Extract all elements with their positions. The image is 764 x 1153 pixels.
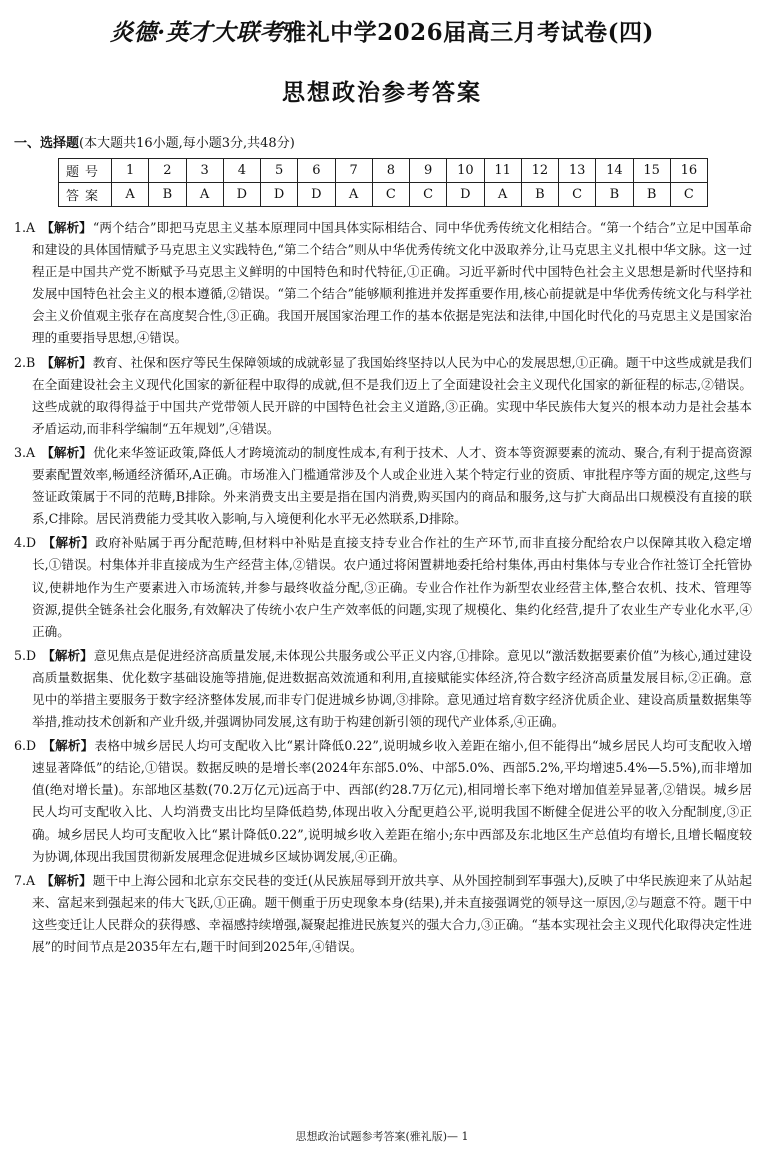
- question-number: 12: [521, 159, 558, 183]
- analysis-tag: 【解析】: [42, 738, 94, 754]
- answer-table: [58, 158, 708, 207]
- item-text: 表格中城乡居民人均可支配收入比“累计降低0.22”,说明城乡收入差距在缩小,但不能得出“城乡居民人均可支配收入增速显著降低”的结论,①错误。数据反映的是增长率(2024年东部5.0%、中部5.0%、西部5.2%,平均增速5.4%—5.5%),而非增加值(绝对增长量)。东部地区基数(70.2万亿元)远高于中、西部(约28.7万亿元),相同增长率下绝对增加值差异显著,②错误。城乡居民人均可支配收入比、人均消费支出比均呈降低趋势,体现出收入分配更趋公平,说明我国不断健全促进公平的收入分配制度,③正确。城乡居民人均可支配收入比“累计降低0.22”,说明城乡收入差距在缩小;东中西部及东北地区生产总值均有增长,且增长幅度较为协调,体现出我国贯彻新发展理念促进城乡区域协调发展,④正确。: [32, 738, 752, 864]
- item-text: 题干中上海公园和北京东交民巷的变迁(从民族屈辱到开放共享、从外国控制到军事强大),反映了中华民族迎来了从站起来、富起来到强起来的伟大飞跃,①正确。题干侧重于历史现象本身(结果),并未直接强调党的领导这一原因,②与题意不符。题干中这些变迁让人民群众的获得感、幸福感持续增强,凝聚起推进民族复兴的强大合力,③正确。“基本实现社会主义现代化取得决定性进展”的时间节点是2035年左右,题干时间到2025年,④错误。: [32, 872, 752, 954]
- question-number: 10: [447, 159, 484, 183]
- section-heading: [14, 132, 295, 151]
- item-text: 优化来华签证政策,降低人才跨境流动的制度性成本,有利于技术、人才、资本等资源要素的流动、聚合,有利于提高资源要素配置效率,畅通经济循环,A正确。市场准入门槛通常涉及个人或企业进入某个特定行业的资质、审批程序等方面的规定,这些与签证政策属于不同的范畴,B排除。外来消费支出主要是指在国内消费,购买国内的商品和服务,这与扩大商品出口规模没有直接的联系,C排除。居民消费能力受其收入影响,与入境便利化水平无必然联系,D排除。: [32, 444, 752, 527]
- exam-title: 雅礼中学2026届高三月考试卷(四): [283, 19, 654, 46]
- answer-cell: A: [484, 183, 521, 207]
- question-number: 1: [112, 159, 149, 183]
- item-number: 7.A: [14, 872, 36, 888]
- question-number: 16: [670, 159, 707, 183]
- answer-cell: D: [223, 183, 260, 207]
- answer-row-label: 答案: [59, 183, 112, 207]
- answer-cell: B: [596, 183, 633, 207]
- analysis-tag: 【解析】: [42, 535, 95, 551]
- answer-cell: C: [372, 183, 409, 207]
- item-text: 意见焦点是促进经济高质量发展,未体现公共服务或公平正义内容,①排除。意见以“激活数据要素价值”为核心,通过建设高质量数据集、优化数字基础设施等措施,促进数据高效流通和利用,直接赋能实体经济,符合数字经济高质量发展目标,②正确。意见中的举措主要服务于数字经济整体发展,而非专门促进城乡协调,③排除。意见通过培育数字经济优质企业、建设高质量数据集等举措,推动技术创新和产业升级,并强调协同发展,这有助于构建创新引领的现代产业体系,④正确。: [32, 647, 753, 730]
- answer-subtitle: 思想政治参考答案: [282, 80, 482, 106]
- answer-cell: D: [298, 183, 335, 207]
- analysis-tag: 【解析】: [41, 354, 92, 370]
- answer-cell: B: [149, 183, 186, 207]
- answer-cell: B: [521, 183, 558, 207]
- number-row-label: 题号: [59, 159, 112, 183]
- explanation-item: [14, 870, 752, 958]
- item-text: 教育、社保和医疗等民生保障领域的成就彰显了我国始终坚持以人民为中心的发展思想,①正确。题干中这些成就是我们在全面建设社会主义现代化国家的新征程中取得的成就,但不是我们迈上了全面建设社会主义现代化国家的新征程的标志,②错误。这些成就的取得得益于中国共产党带领人民开辟的中国特色社会主义道路,③正确。实现中华民族伟大复兴的根本动力是社会基本矛盾运动,而非科学编制“五年规划”,④错误。: [32, 354, 752, 436]
- answer-cell: C: [410, 183, 447, 207]
- question-number: 8: [372, 159, 409, 183]
- answer-cell: A: [112, 183, 149, 207]
- answer-row: [59, 183, 708, 207]
- question-number: 15: [633, 159, 670, 183]
- exam-header: [0, 14, 764, 47]
- analysis-tag: 【解析】: [41, 444, 92, 460]
- answer-cell: D: [447, 183, 484, 207]
- question-number: 4: [223, 159, 260, 183]
- analysis-tag: 【解析】: [41, 220, 92, 235]
- item-number: 4.D: [14, 535, 37, 551]
- question-number: 3: [186, 159, 223, 183]
- answer-cell: C: [670, 183, 707, 207]
- answer-cell: C: [559, 183, 596, 207]
- item-number: 1.A: [14, 220, 36, 235]
- explanation-item: [14, 352, 752, 440]
- question-number: 5: [261, 159, 298, 183]
- brand-name: 炎德·英才大联考: [110, 19, 284, 46]
- answer-cell: A: [335, 183, 372, 207]
- explanation-item: [14, 442, 752, 530]
- explanation-item: [14, 735, 752, 868]
- question-number-row: [59, 159, 708, 183]
- section-note: (本大题共16小题,每小题3分,共48分): [79, 136, 295, 151]
- item-text: 政府补贴属于再分配范畴,但材料中补贴是直接支持专业合作社的生产环节,而非直接分配给农户以保障其收入稳定增长,①错误。村集体并非直接成为生产经营主体,②错误。农户通过将闲置耕地委托给村集体,再由村集体与专业合作社签订全托管协议,使耕地作为生产要素进入市场流转,并参与最终收益分配,③正确。专业合作社作为新型农业经营主体,整合农机、技术、管理等资源,提供全链条社会化服务,有效解决了传统小农户生产效率低的问题,实现了规模化、集约化经营,提升了农业生产专业化水平,④正确。: [32, 535, 752, 639]
- question-number: 7: [335, 159, 372, 183]
- question-number: 14: [596, 159, 633, 183]
- item-number: 6.D: [14, 738, 37, 754]
- explanation-list: [14, 217, 752, 960]
- answer-cell: A: [186, 183, 223, 207]
- question-number: 2: [149, 159, 186, 183]
- answer-cell: B: [633, 183, 670, 207]
- analysis-tag: 【解析】: [42, 647, 93, 663]
- question-number: 13: [559, 159, 596, 183]
- item-text: “两个结合”即把马克思主义基本原理同中国具体实际相结合、同中华优秀传统文化相结合。“第一个结合”立足中国革命和建设的具体国情赋予马克思主义实践特色,“第二个结合”则从中华优秀传统文化中汲取养分,让马克思主义扎根中华文脉。这一过程正是中国共产党不断赋予马克思主义鲜明的中国特色和时代特征,①正确。习近平新时代中国特色社会主义思想是新时代坚持和发展中国特色社会主义的根本遵循,②错误。“第二个结合”能够顺利推进并发挥重要作用,核心前提就是中华优秀传统文化与科学社会主义价值观主张存在高度契合性,③正确。我国开展国家治理工作的基本依据是宪法和法律,中国化时代化的马克思主义是国家治理的重要指导思想,④错误。: [32, 220, 752, 346]
- analysis-tag: 【解析】: [41, 872, 92, 888]
- question-number: 9: [410, 159, 447, 183]
- explanation-item: [14, 645, 752, 733]
- question-number: 11: [484, 159, 521, 183]
- section-label: 一、选择题: [14, 136, 80, 151]
- item-number: 3.A: [14, 444, 36, 460]
- question-number: 6: [298, 159, 335, 183]
- explanation-item: [14, 532, 752, 642]
- page-footer: 思想政治试题参考答案(雅礼版)— 1: [295, 1130, 469, 1143]
- answer-cell: D: [261, 183, 298, 207]
- item-number: 2.B: [14, 354, 36, 370]
- item-number: 5.D: [14, 647, 37, 663]
- explanation-item: [14, 217, 752, 350]
